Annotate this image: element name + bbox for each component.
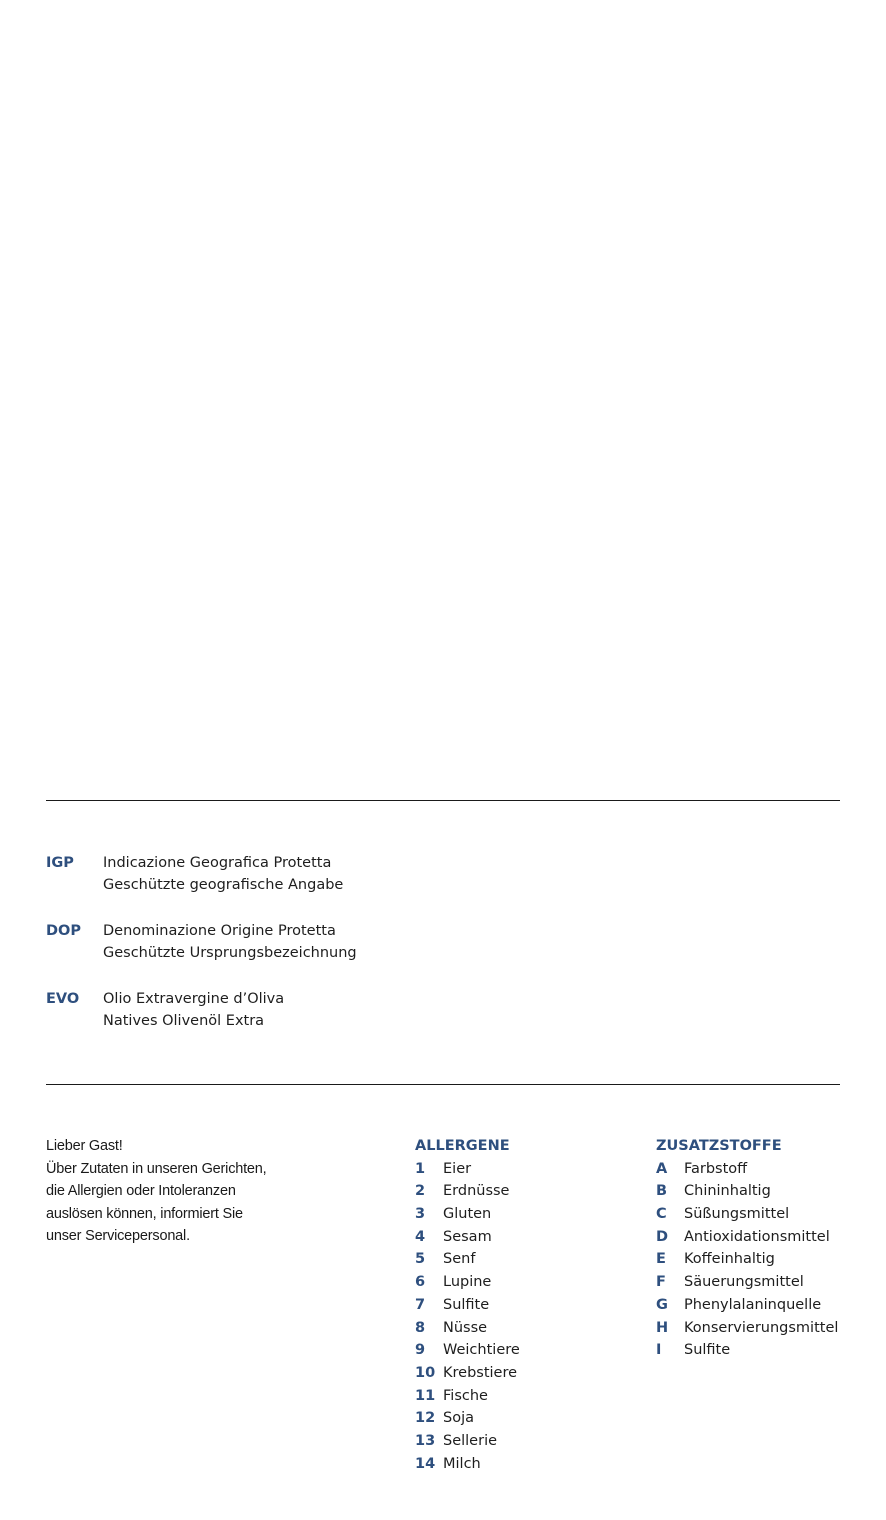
- allergen-key: 12: [415, 1410, 436, 1427]
- allergen-key: 13: [415, 1432, 436, 1449]
- abbreviation-german: Geschützte geografische Angabe: [103, 877, 344, 893]
- allergen-label: Sellerie: [443, 1432, 498, 1449]
- abbreviation-code: EVO: [46, 991, 80, 1007]
- additive-key: A: [656, 1160, 668, 1177]
- allergen-label: Weichtiere: [443, 1342, 520, 1359]
- guest-note-line: die Allergien oder Intoleranzen: [46, 1183, 236, 1200]
- allergen-label: Gluten: [443, 1206, 492, 1223]
- allergen-key: 1: [415, 1160, 426, 1177]
- allergen-label: Nüsse: [443, 1319, 488, 1336]
- allergen-key: 10: [415, 1364, 436, 1381]
- allergens-legend: [415, 1135, 615, 1475]
- abbreviation-list: [46, 852, 546, 1056]
- allergen-label: Eier: [443, 1160, 472, 1177]
- additive-item: [656, 1248, 886, 1271]
- guest-note: [46, 1135, 346, 1248]
- abbreviation-code: IGP: [46, 855, 74, 871]
- abbreviation-italian: Denominazione Origine Protetta: [103, 923, 336, 939]
- additive-item: [656, 1226, 886, 1249]
- divider-bottom: [46, 1084, 840, 1085]
- additive-item: [656, 1317, 886, 1340]
- allergen-label: Sesam: [443, 1228, 492, 1245]
- allergen-key: 2: [415, 1183, 426, 1200]
- abbreviation-german: Geschützte Ursprungsbezeichnung: [103, 945, 357, 961]
- additives-title: ZUSATZSTOFFE: [656, 1138, 782, 1154]
- divider-top: [46, 800, 840, 801]
- additive-label: Farbstoff: [684, 1160, 748, 1177]
- additive-key: D: [656, 1228, 669, 1245]
- allergens-title: ALLERGENE: [415, 1138, 510, 1154]
- abbreviation-italian: Olio Extravergine d’Oliva: [103, 991, 285, 1007]
- additive-label: Koffeinhaltig: [684, 1251, 775, 1268]
- additive-item: [656, 1294, 886, 1317]
- additive-key: F: [656, 1274, 666, 1291]
- additive-label: Sulfite: [684, 1342, 731, 1359]
- abbreviation-code: DOP: [46, 923, 81, 939]
- allergen-item: [415, 1339, 615, 1362]
- additive-label: Chininhaltig: [684, 1183, 771, 1200]
- additive-label: Konservierungsmittel: [684, 1319, 839, 1336]
- additive-key: I: [656, 1342, 662, 1359]
- allergen-item: [415, 1453, 615, 1476]
- allergen-key: 6: [415, 1274, 426, 1291]
- additive-label: Phenylalaninquelle: [684, 1296, 822, 1313]
- additive-key: C: [656, 1206, 667, 1223]
- abbreviation-evo: [46, 988, 546, 1034]
- additive-key: H: [656, 1319, 669, 1336]
- allergen-key: 3: [415, 1206, 426, 1223]
- additive-key: G: [656, 1296, 668, 1313]
- abbreviation-german: Natives Olivenöl Extra: [103, 1013, 265, 1029]
- additive-item: [656, 1339, 886, 1362]
- guest-note-line: Über Zutaten in unseren Gerichten,: [46, 1160, 267, 1177]
- additive-key: E: [656, 1251, 666, 1268]
- additive-item: [656, 1180, 886, 1203]
- allergen-item: [415, 1226, 615, 1249]
- allergen-label: Senf: [443, 1251, 476, 1268]
- additive-item: [656, 1271, 886, 1294]
- abbreviation-igp: [46, 852, 546, 898]
- allergen-key: 5: [415, 1251, 426, 1268]
- allergen-label: Erdnüsse: [443, 1183, 510, 1200]
- allergen-key: 11: [415, 1387, 436, 1404]
- additive-label: Antioxidationsmittel: [684, 1228, 830, 1245]
- abbreviation-italian: Indicazione Geografica Protetta: [103, 855, 332, 871]
- additive-item: [656, 1158, 886, 1181]
- allergen-item: [415, 1407, 615, 1430]
- allergen-item: [415, 1362, 615, 1385]
- additives-legend: [656, 1135, 886, 1362]
- allergen-item: [415, 1180, 615, 1203]
- allergen-item: [415, 1248, 615, 1271]
- additive-label: Süßungsmittel: [684, 1206, 790, 1223]
- allergen-label: Soja: [443, 1410, 474, 1427]
- abbreviation-dop: [46, 920, 546, 966]
- additive-item: [656, 1203, 886, 1226]
- allergen-key: 7: [415, 1296, 426, 1313]
- allergen-item: [415, 1385, 615, 1408]
- allergen-key: 9: [415, 1342, 426, 1359]
- guest-note-line: auslösen können, informiert Sie: [46, 1205, 243, 1222]
- allergen-item: [415, 1271, 615, 1294]
- guest-note-line: Lieber Gast!: [46, 1138, 123, 1154]
- allergen-item: [415, 1158, 615, 1181]
- allergen-label: Krebstiere: [443, 1364, 518, 1381]
- allergen-key: 14: [415, 1455, 436, 1472]
- additive-label: Säuerungsmittel: [684, 1274, 804, 1291]
- allergen-key: 4: [415, 1228, 426, 1245]
- allergen-item: [415, 1317, 615, 1340]
- allergen-label: Milch: [443, 1455, 481, 1472]
- allergen-label: Fische: [443, 1387, 488, 1404]
- allergen-label: Lupine: [443, 1274, 492, 1291]
- allergen-key: 8: [415, 1319, 426, 1336]
- allergen-item: [415, 1430, 615, 1453]
- allergen-label: Sulfite: [443, 1296, 490, 1313]
- allergen-item: [415, 1294, 615, 1317]
- allergen-item: [415, 1203, 615, 1226]
- additive-key: B: [656, 1183, 668, 1200]
- guest-note-line: unser Servicepersonal.: [46, 1228, 190, 1245]
